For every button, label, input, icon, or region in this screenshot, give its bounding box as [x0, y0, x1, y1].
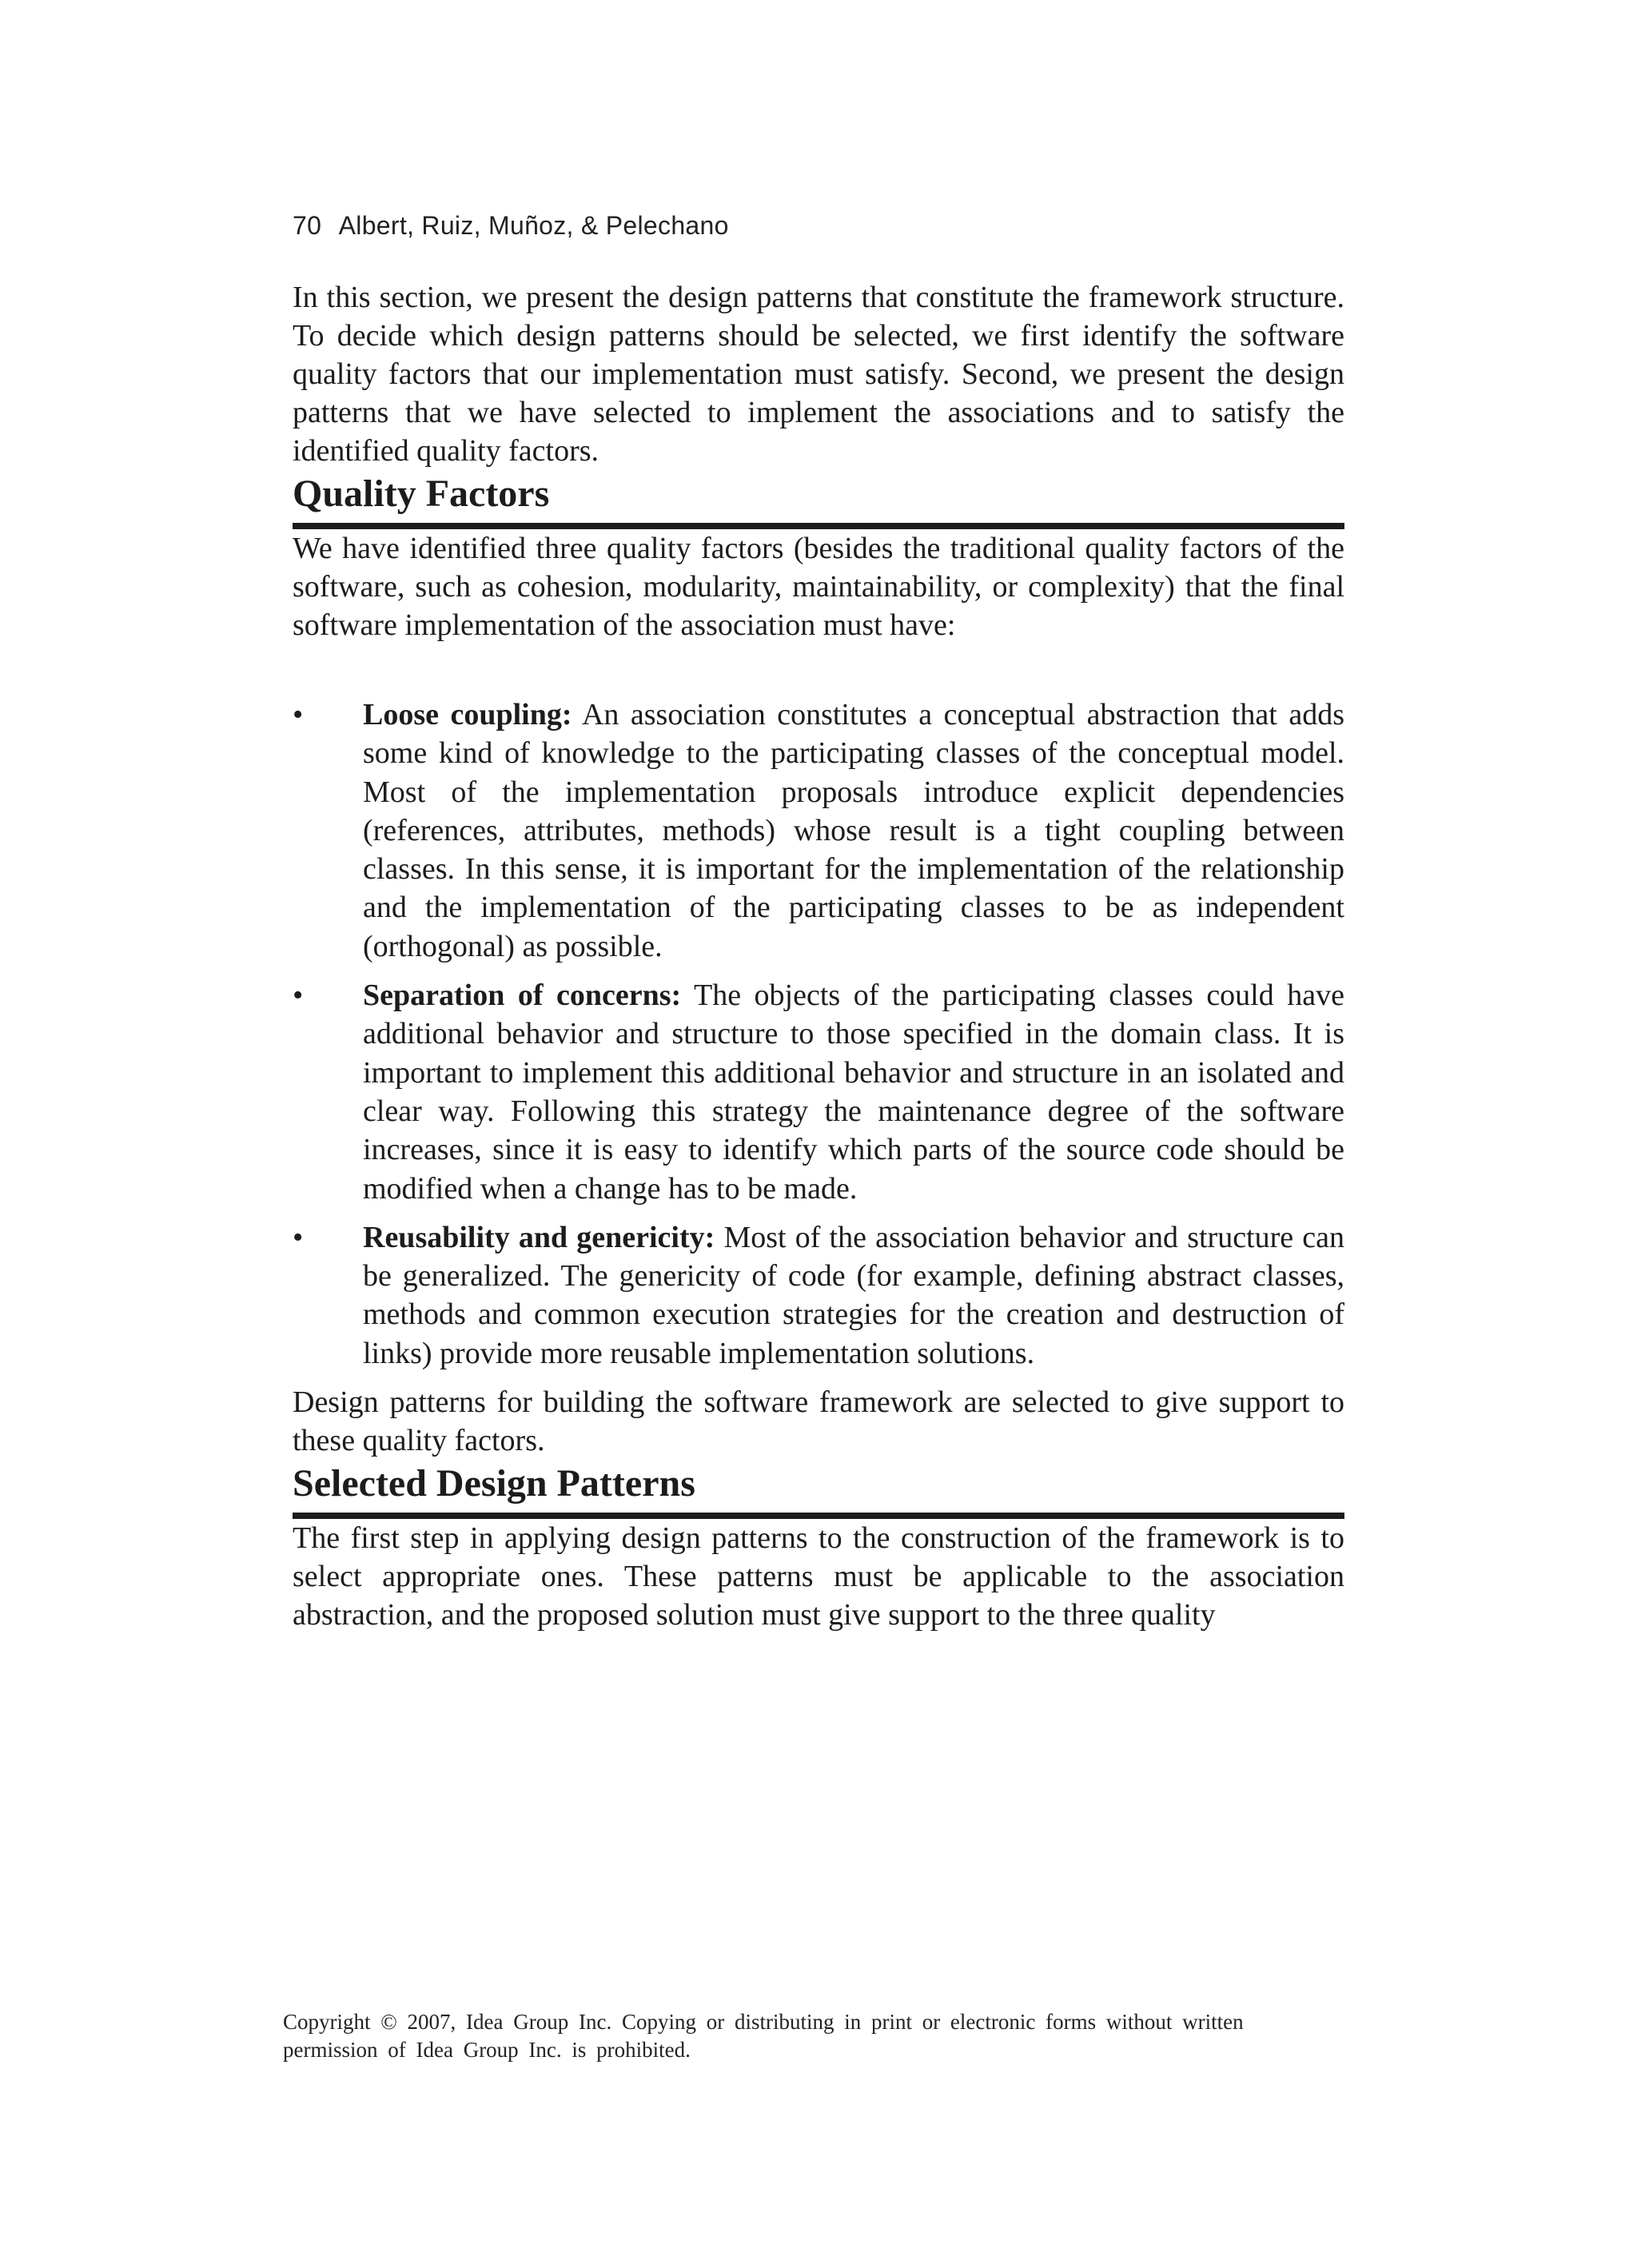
list-item-text: The objects of the participating classes could have additional behavior and structure to those specified in the domain class. It is important to implement this additional behavior and structure in an isolated and clear way. Following this strategy the maintenance degree of the software increases, since it is easy to identify which parts of the source code should be modified when a change has to be made. — [363, 979, 1344, 1206]
list-item — [293, 976, 1344, 1208]
quality-factors-closing-paragraph: Design patterns for building the software framework are selected to give support to these quality factors. — [293, 1385, 1344, 1458]
bullet-icon: • — [293, 1220, 304, 1254]
list-item-term: Loose coupling: — [363, 698, 572, 731]
bullet-icon: • — [293, 698, 304, 731]
page-number: 70 — [293, 211, 322, 240]
heading-quality-factors: Quality Factors — [293, 470, 1344, 529]
heading-selected-design-patterns: Selected Design Patterns — [293, 1460, 1344, 1519]
copyright-notice — [283, 2008, 1338, 2064]
selected-patterns-paragraph: The first step in applying design patterns to the construction of the framework is to select appropriate ones. These patterns must be applicable to the association abstraction, and the proposed solution must give support to the three quality — [293, 1521, 1344, 1632]
list-item — [293, 696, 1344, 966]
quality-factors-list — [293, 696, 1344, 1373]
quality-factors-paragraph: We have identified three quality factors (besides the traditional quality factors of the software, such as cohesion, modularity, maintainability, or complexity) that the final software implementation of the association must have: — [293, 532, 1344, 642]
copyright-line-2: permission of Idea Group Inc. is prohibited. — [283, 2038, 691, 2062]
running-head-authors: Albert, Ruiz, Muñoz, & Pelechano — [338, 211, 729, 240]
copyright-line-1: Copyright © 2007, Idea Group Inc. Copying or distributing in print or electronic forms without written — [283, 2010, 1244, 2034]
intro-paragraph: In this section, we present the design patterns that constitute the framework structure. To decide which design patterns should be selected, we first identify the software quality factors that our implementation must satisfy. Second, we present the design patterns that we have selected to implement the associations and to satisfy the identified quality factors. — [293, 281, 1344, 468]
list-item-text: An association constitutes a conceptual abstraction that adds some kind of knowledge to the participating classes of the conceptual model. Most of the implementation proposals introduce explicit dependencies (references, attributes, methods) whose result is a tight coupling between classes. In this sense, it is important for the implementation of the relationship and the implementation of the participating classes to be as independent (orthogonal) as possible. — [363, 698, 1345, 963]
bullet-icon: • — [293, 979, 304, 1013]
running-head — [293, 206, 1344, 245]
list-item — [293, 1218, 1344, 1373]
list-item-term: Separation of concerns: — [363, 979, 682, 1013]
page-content — [293, 206, 1344, 1634]
list-item-text: Most of the association behavior and structure can be generalized. The genericity of code (for example, defining abstract classes, methods and common execution strategies for the creation and destruction of links) provide more reusable implementation solutions. — [363, 1220, 1345, 1370]
list-item-term: Reusability and genericity: — [363, 1220, 715, 1254]
